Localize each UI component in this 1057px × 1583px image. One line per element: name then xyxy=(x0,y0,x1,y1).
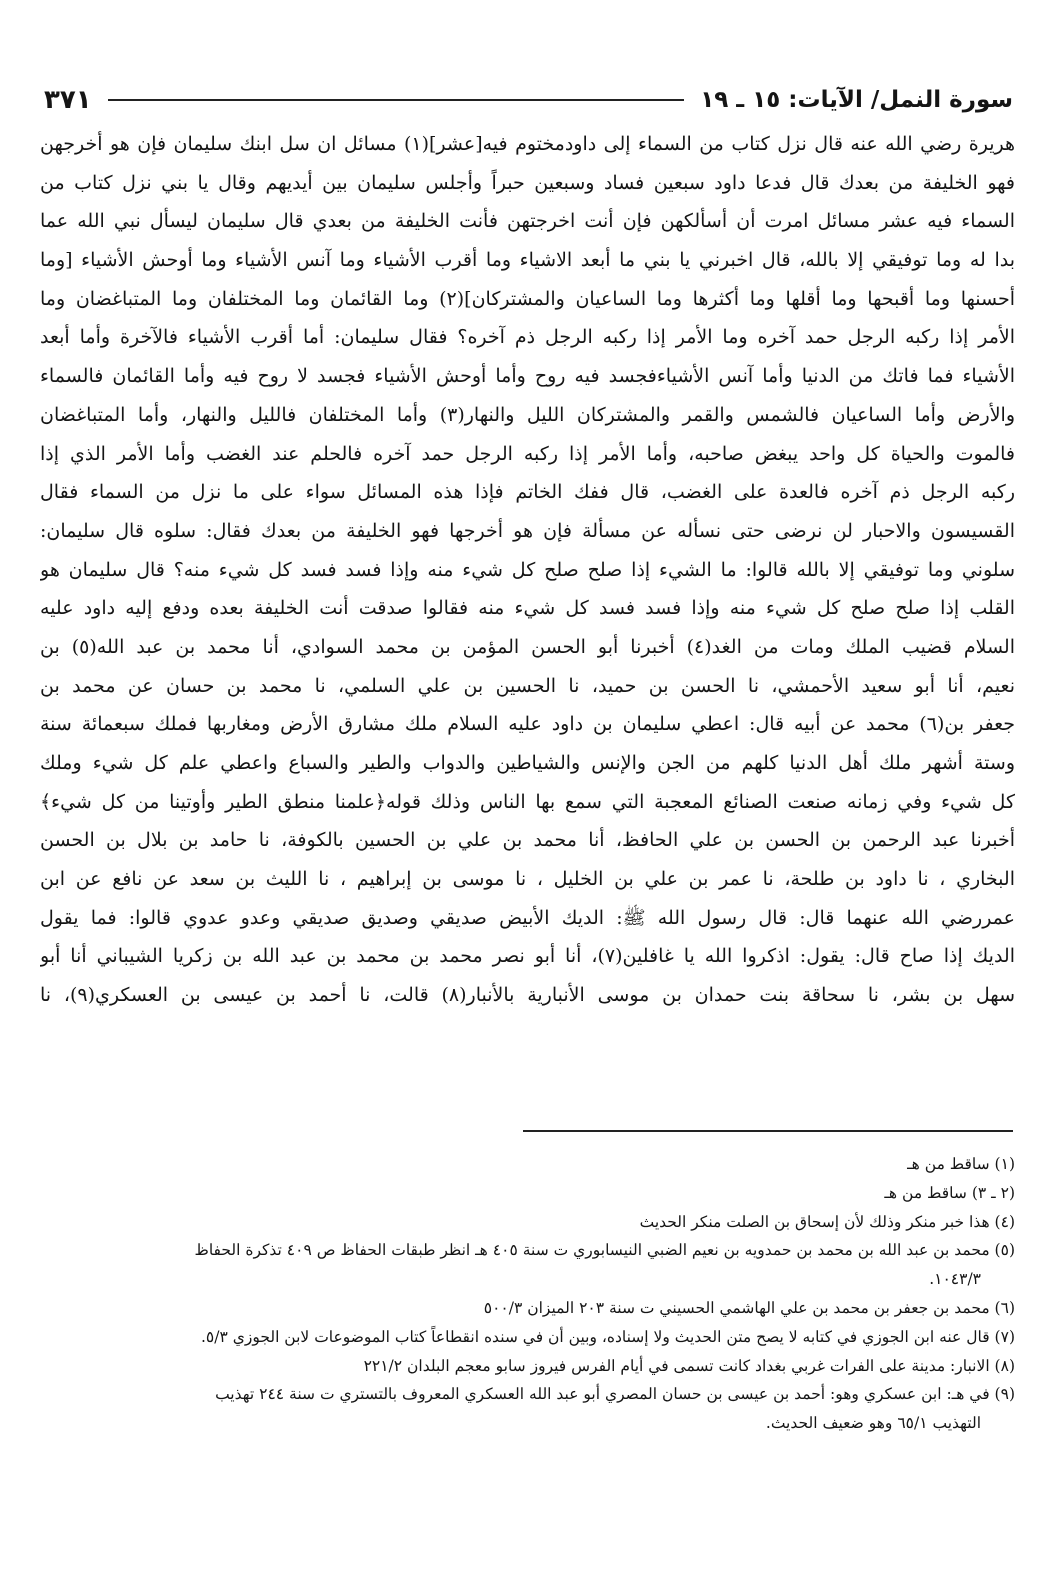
main-text xyxy=(40,125,1015,1015)
text-line: كل شيء وفي زمانه صنعت الصنائع المعجبة التي سمع بها الناس وذلك قوله﴿علمنا منطق الطير وأوتينا من كل شيء﴾ xyxy=(40,790,1015,813)
text-line: سلوني وما توفيقي إلا بالله قالوا: ما الشيء إذا صلح صلح كل شيء منه وإذا فسد فسد كل شيء منه؟ قال سليمان هو xyxy=(40,558,1015,581)
page-number: ٣٧١ xyxy=(44,85,92,115)
text-line: فالموت والحياة كل واحد يبغض صاحبه، وأما الأمر إذا ركبه الرجل حمد آخره فالحلم عند الغضب وأما الأمر الذي إذا xyxy=(40,442,1015,465)
text-line: الأشياء فما فاتك من الدنيا وأما آنس الأشياءفجسد فيه روح وأما أوحش الأشياء فجسد لا روح فيه وأما القائمان فالسماء xyxy=(40,365,1015,388)
text-line: ركبه الرجل ذم آخره فالعدة على الغضب، قال ففك الخاتم فإذا هذه المسائل سواء على ما نزل من السماء فقال xyxy=(40,481,1015,504)
text-line: هريرة رضي الله عنه قال نزل كتاب من السماء إلى داودمختوم فيه[عشر](١) مسائل ان سل ابنك سليمان فإن هو أخرجهن xyxy=(40,133,1015,155)
footnote: (٨) الانبار: مدينة على الفرات غربي بغداد كانت تسمى في أيام الفرس فيروز سابو معجم البلدان ٢٢١/٢ xyxy=(363,1356,1015,1375)
text-line: الديك إذا صاح قال: يقول: اذكروا الله يا غافلين(٧)، أنا أبو نصر محمد بن محمد بن عبد الله بن زكريا الشيباني أنا أبو xyxy=(40,945,1015,968)
footnote: (٢ ـ ٣) ساقط من هـ xyxy=(884,1183,1015,1202)
text-line: عمررضي الله عنهما قال: قال رسول الله ﷺ: الديك الأبيض صديقي وصديق صديقي وعدو عدوي قالوا: فما يقول xyxy=(40,906,1015,929)
text-line: السماء فيه عشر مسائل امرت أن أسألكهن فإن أنت اخرجتهن فأنت الخليفة من بعدي قال سليمان ليسأل نبي الله عما xyxy=(40,210,1015,233)
text-line: سهل بن بشر، نا سحاقة بنت حمدان بن موسى الأنبارية بالأنبار(٨) قالت، نا أحمد بن عيسى بن العسكري(٩)، نا xyxy=(40,984,1015,1007)
footnote: (٧) قال عنه ابن الجوزي في كتابه لا يصح متن الحديث ولا إسناده، وبين أن في سنده انقطاعاً كتاب الموضوعات لابن الجوزي ٥/٣. xyxy=(200,1327,1015,1346)
footnote-continuation: ١٠٤٣/٣. xyxy=(929,1270,981,1289)
text-line: بدا له وما توفيقي إلا بالله، قال اخبرني يا بني ما أبعد الاشياء وما أقرب الأشياء وما آنس الأشياء وما أوحش الأشياء [وما xyxy=(40,249,1015,272)
text-line: الأمر إذا ركبه الرجل حمد آخره وما الأمر إذا ركبه الرجل ذم آخره؟ فقال سليمان: أما أقرب الأشياء فالآخرة وأما أبعد xyxy=(40,326,1015,349)
text-line: أخبرنا عبد الرحمن بن الحسن بن علي الحافظ، أنا محمد بن علي بن الحسين بالكوفة، نا حامد بن بلال بن الحسن xyxy=(40,829,1015,852)
text-line: نعيم، أنا أبو سعيد الأحمشي، نا الحسن بن حميد، نا الحسين بن علي السلمي، نا محمد بن حسان عن محمد بن xyxy=(40,674,1015,697)
running-head-title: سورة النمل/ الآيات: ١٥ ـ ١٩ xyxy=(700,87,1013,113)
text-line: فهو الخليفة من بعدك قال فدعا داود سبعين فساد وسبعين حبراً وأجلس سليمان بين أيديهم وقال يا بني نزل كتاب من xyxy=(40,171,1015,194)
text-line: والأرض وأما الساعيان فالشمس والقمر والمشتركان الليل والنهار(٣) وأما المختلفان فالليل والنهار، وأما المتباغضان xyxy=(40,403,1015,426)
text-line: أحسنها وما أقبحها وما أقلها وما أكثرها وما الساعيان والمشتركان](٢) وما القائمان وما المختلفان وما المتباغضان وما xyxy=(40,287,1015,310)
text-line: وستة أشهر ملك أهل الدنيا كلهم من الجن والإنس والشياطين والدواب والطير والسباع واعطي علم كل شيء وملك xyxy=(40,752,1015,774)
text-line: القلب إذا صلح صلح كل شيء منه وإذا فسد فسد كل شيء منه فقالوا صدقت أنت الخليفة بعده ودفع إليه داود عليه xyxy=(40,597,1015,620)
footnote: (٤) هذا خبر منكر وذلك لأن إسحاق بن الصلت منكر الحديث xyxy=(639,1212,1015,1231)
text-line: جعفر بن(٦) محمد عن أبيه قال: اعطي سليمان بن داود عليه السلام ملك مشارق الأرض ومغاربها فملك سبعمائة سنة xyxy=(40,713,1015,736)
footnote-divider xyxy=(523,1130,1013,1132)
running-head xyxy=(44,80,1013,120)
footnote: (١) ساقط من هـ xyxy=(907,1155,1015,1173)
text-line: القسيسون والاحبار لن نرضى حتى نسأله عن مسألة فإن هو أخرجها فهو الخليفة من بعدك فقال: سلوه قال سليمان: xyxy=(40,519,1015,542)
footnote: (٥) محمد بن عبد الله بن محمد بن حمدويه بن نعيم الضبي النيسابوري ت سنة ٤٠٥ هـ انظر طبقات الحفاظ ص ٤٠٩ تذكرة الحفاظ xyxy=(194,1241,1015,1260)
running-head-rule xyxy=(108,99,685,101)
footnotes xyxy=(40,1150,1015,1438)
text-line: السلام قضيب الملك ومات من الغد(٤) أخبرنا أبو الحسن المؤمن بن محمد السوادي، أنا محمد بن عبد الله(٥) بن xyxy=(40,635,1015,658)
footnote: (٦) محمد بن جعفر بن محمد بن علي الهاشمي الحسيني ت سنة ٢٠٣ الميزان ٥٠٠/٣ xyxy=(483,1298,1015,1317)
text-line: البخاري ، نا داود بن طلحة، نا عمر بن علي بن الخليل ، نا موسى بن إبراهيم ، نا الليث بن سعد عن نافع عن ابن xyxy=(40,868,1015,891)
footnote-continuation: التهذيب ٦٥/١ وهو ضعيف الحديث. xyxy=(765,1414,981,1433)
footnote: (٩) في هـ: ابن عسكري وهو: أحمد بن عيسى بن حسان المصري أبو عبد الله العسكري المعروف بالتستري ت سنة ٢٤٤ تهذيب xyxy=(215,1385,1015,1404)
